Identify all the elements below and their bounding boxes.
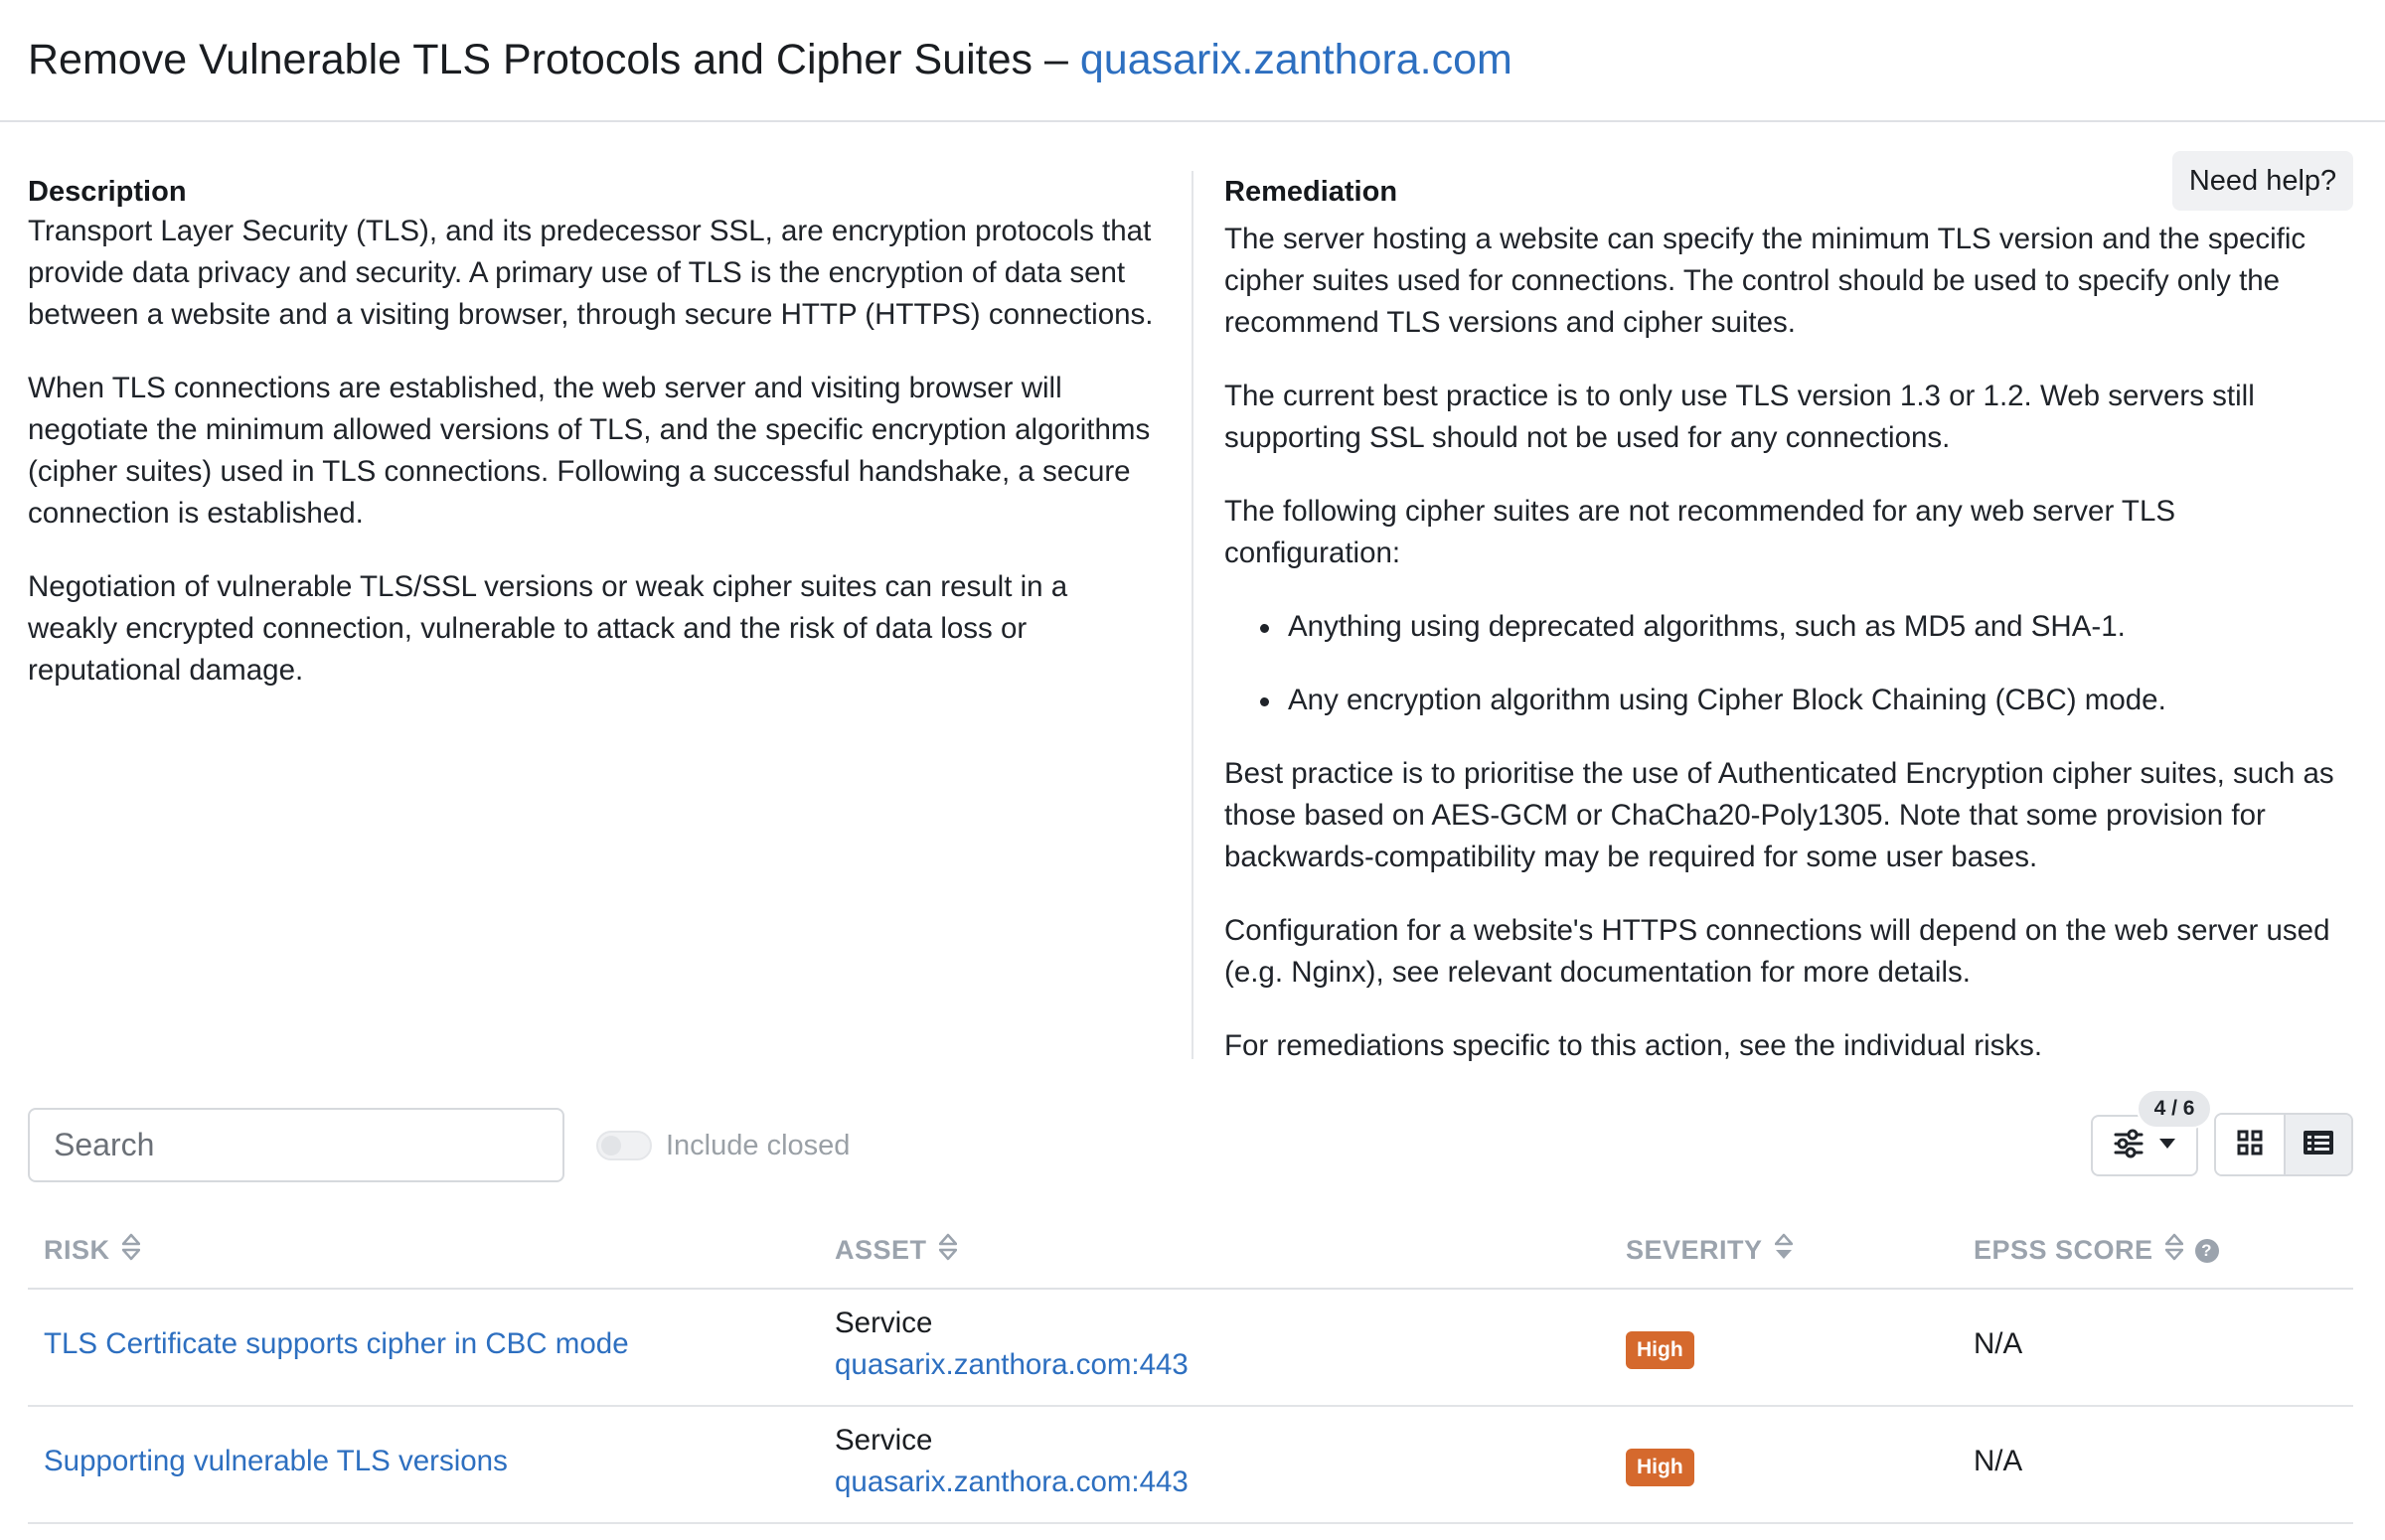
epss-score: N/A (1974, 1327, 2023, 1360)
remediation-paragraph: The following cipher suites are not recommended for any web server TLS configuration: (1224, 495, 2176, 569)
description-heading: Description (28, 176, 187, 208)
column-header-label: ASSET (835, 1235, 927, 1265)
sort-icon (122, 1233, 140, 1268)
page-header (0, 0, 2385, 122)
column-header-asset[interactable] (835, 1233, 957, 1268)
page-title (28, 30, 1512, 89)
remediation-paragraph: Best practice is to prioritise the use of Authenticated Encryption cipher suites, such as those based on AES-GCM or ChaCha20-Poly1305. Note that some provision for backwards-compatibility may be required for some user bases. (1224, 757, 2334, 873)
sort-desc-icon (1775, 1233, 1793, 1268)
grid-view-button[interactable] (2216, 1115, 2284, 1174)
sort-icon (939, 1233, 957, 1268)
include-closed-label: Include closed (666, 1129, 851, 1161)
help-icon[interactable]: ? (2195, 1239, 2219, 1263)
asset-type: Service (835, 1307, 933, 1339)
risk-link[interactable]: TLS Certificate supports cipher in CBC mode (44, 1327, 629, 1360)
list-icon (2303, 1130, 2334, 1160)
search-input[interactable] (28, 1108, 564, 1182)
asset-link[interactable]: quasarix.zanthora.com:443 (835, 1465, 1189, 1498)
asset-type: Service (835, 1424, 933, 1457)
view-toggle-group (2214, 1113, 2353, 1176)
column-header-label: SEVERITY (1626, 1235, 1763, 1265)
toggle-knob (601, 1136, 621, 1155)
risks-table (28, 1217, 2353, 1524)
description-section (28, 171, 1161, 723)
description-paragraph: When TLS connections are established, the web server and visiting browser will negotiate the minimum allowed versions of TLS, and the specific encryption algorithms (cipher suites) used in TLS connections. Following a successful handshake, a secure connection is established. (28, 372, 1151, 530)
page-title-text: Remove Vulnerable TLS Protocols and Cipher Suites – (28, 36, 1080, 83)
filter-count-badge: 4 / 6 (2137, 1089, 2212, 1129)
column-header-label: EPSS SCORE (1974, 1235, 2153, 1265)
severity-badge: High (1626, 1449, 1694, 1486)
risk-link[interactable]: Supporting vulnerable TLS versions (44, 1445, 508, 1477)
table-header (28, 1217, 2353, 1290)
list-item: Anything using deprecated algorithms, such as MD5 and SHA-1. (1260, 606, 2357, 648)
epss-score: N/A (1974, 1445, 2023, 1477)
remediation-section (1224, 171, 2357, 1099)
column-header-epss[interactable] (1974, 1233, 2219, 1268)
remediation-paragraph: The current best practice is to only use TLS version 1.3 or 1.2. Web servers still supporting SSL should not be used for any connections. (1224, 380, 2255, 454)
page-title-host-link[interactable]: quasarix.zanthora.com (1079, 36, 1512, 83)
grid-icon (2237, 1130, 2263, 1160)
remediation-bullet-list (1260, 606, 2357, 721)
description-paragraph: Negotiation of vulnerable TLS/SSL versions or weak cipher suites can result in a weakly encrypted connection, vulnerable to attack and the risk of data loss or reputational damage. (28, 570, 1068, 687)
table-row[interactable] (28, 1407, 2353, 1524)
severity-badge: High (1626, 1331, 1694, 1369)
need-help-button[interactable]: Need help? (2172, 151, 2353, 211)
list-view-button[interactable] (2284, 1115, 2351, 1174)
toggle-switch[interactable] (596, 1131, 652, 1160)
remediation-paragraph: For remediations specific to this action, see the individual risks. (1224, 1029, 2043, 1062)
include-closed-toggle[interactable] (596, 1126, 850, 1165)
column-divider (1192, 171, 1193, 1059)
remediation-heading: Remediation (1224, 176, 1398, 208)
sliders-icon (2113, 1129, 2145, 1163)
description-paragraph: Transport Layer Security (TLS), and its predecessor SSL, are encryption protocols that provide data privacy and security. A primary use of TLS is the encryption of data sent between a website and a visiting browser, through secure HTTP (HTTPS) connections. (28, 215, 1154, 331)
remediation-paragraph: The server hosting a website can specify the minimum TLS version and the specific cipher suites used for connections. The control should be used to specify only the recommend TLS versions and cipher suites. (1224, 223, 2306, 339)
column-header-label: RISK (44, 1235, 110, 1265)
column-header-risk[interactable] (44, 1233, 140, 1268)
remediation-paragraph: Configuration for a website's HTTPS connections will depend on the web server used (e.g. Nginx), see relevant documentation for more details. (1224, 914, 2330, 989)
caret-down-icon (2158, 1137, 2176, 1155)
column-header-severity[interactable] (1626, 1233, 1793, 1268)
list-item: Any encryption algorithm using Cipher Block Chaining (CBC) mode. (1260, 680, 2357, 721)
sort-icon (2165, 1233, 2183, 1268)
asset-link[interactable]: quasarix.zanthora.com:443 (835, 1348, 1189, 1381)
table-row[interactable] (28, 1290, 2353, 1407)
